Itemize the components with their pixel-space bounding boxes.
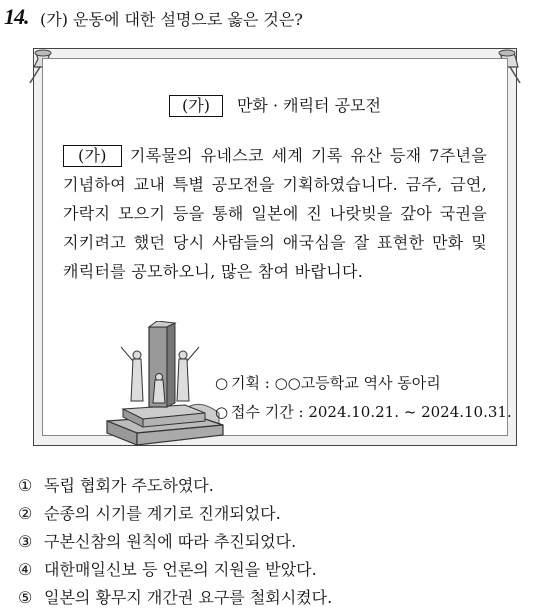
choice-number: ② [18,504,33,523]
choice-number: ⑤ [18,588,33,607]
question-number: 14. [4,4,29,29]
bullet: ○ [215,403,229,421]
question-text: (가) 운동에 대한 설명으로 옳은 것은? [40,10,303,29]
poster-title: 만화 · 캐릭터 공모전 [236,96,381,115]
bullet: ○ [215,374,229,392]
info-text: 접수 기간 : 2024.10.21. ~ 2024.10.31. [231,403,512,421]
info-text: 기획 : ○○고등학교 역사 동아리 [231,374,441,392]
choice-5[interactable] [18,584,332,612]
poster-info [215,369,512,427]
blank-box: (가) [169,95,223,117]
poster-body-text: 기록물의 유네스코 세계 기록 유산 등재 7주년을 기념하여 교내 특별 공모전을 기획하였습니다. 금주, 금연, 가락지 모으기 등을 통해 일본에 진 나랏빚을 갚아 국권을 지키려고 했던 당시 사람들의 애국심을 잘 표현한 만화 및 캐릭터를 공모하오니, 많은 참여 바랍니다. [63,146,487,281]
choice-text: 구본신참의 원칙에 따라 추진되었다. [44,532,297,551]
info-row-period [215,398,512,427]
choice-number: ③ [18,532,33,551]
monument-illustration [101,321,227,447]
poster-paper [42,58,512,436]
info-row-plan [215,369,512,398]
choice-text: 일본의 황무지 개간권 요구를 철회시켰다. [44,588,333,607]
choice-2[interactable] [18,500,332,528]
choice-1[interactable] [18,472,332,500]
notice-board [33,48,517,446]
poster-body [63,141,487,286]
choice-4[interactable] [18,556,332,584]
choice-text: 독립 협회가 주도하였다. [44,476,214,495]
choice-number: ① [18,476,33,495]
choice-text: 순종의 시기를 계기로 진개되었다. [44,504,281,523]
choice-text: 대한매일신보 등 언론의 지원을 받았다. [44,560,317,579]
poster-title-line [43,93,507,117]
choice-number: ④ [18,560,33,579]
answer-choices [18,472,332,612]
blank-box: (가) [63,145,122,167]
choice-3[interactable] [18,528,332,556]
